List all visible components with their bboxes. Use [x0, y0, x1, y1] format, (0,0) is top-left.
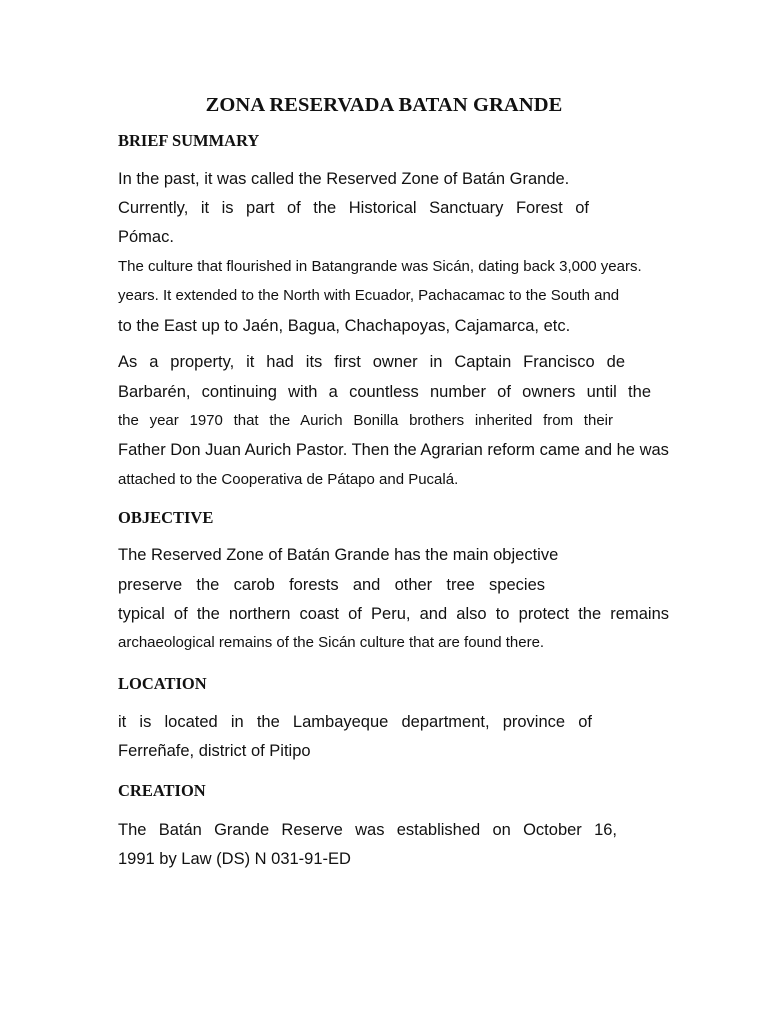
- summary-line-6: to the East up to Jaén, Bagua, Chachapoyas, Cajamarca, etc.: [118, 317, 571, 335]
- summary-line-1: In the past, it was called the Reserved Zone of Batán Grande.: [118, 170, 570, 188]
- heading-creation: CREATION: [118, 781, 206, 800]
- location-line-1: it is located in the Lambayeque department, province of: [118, 713, 592, 731]
- summary-line-7: As a property, it had its first owner in Captain Francisco de: [118, 353, 625, 371]
- creation-line-2: 1991 by Law (DS) N 031-91-ED: [118, 850, 351, 868]
- heading-location: LOCATION: [118, 674, 207, 693]
- summary-line-3: Pómac.: [118, 228, 174, 246]
- summary-line-5: years. It extended to the North with Ecuador, Pachacamac to the South and: [118, 287, 620, 304]
- objective-line-3: typical of the northern coast of Peru, and also to protect the remains: [118, 605, 669, 623]
- summary-line-11: attached to the Cooperativa de Pátapo and Pucalá.: [118, 471, 459, 488]
- summary-line-10: Father Don Juan Aurich Pastor. Then the Agrarian reform came and he was: [118, 441, 669, 459]
- summary-line-9: the year 1970 that the Aurich Bonilla brothers inherited from their: [118, 412, 613, 429]
- creation-line-1: The Batán Grande Reserve was established on October 16,: [118, 821, 617, 839]
- objective-line-2: preserve the carob forests and other tree species: [118, 576, 545, 594]
- summary-line-2: Currently, it is part of the Historical Sanctuary Forest of: [118, 199, 589, 217]
- heading-objective: OBJECTIVE: [118, 508, 214, 527]
- document-title: ZONA RESERVADA BATAN GRANDE: [205, 94, 563, 116]
- summary-line-4: The culture that flourished in Batangrande was Sicán, dating back 3,000 years.: [118, 258, 642, 275]
- heading-brief-summary: BRIEF SUMMARY: [118, 131, 260, 150]
- objective-line-1: The Reserved Zone of Batán Grande has the main objective: [118, 546, 559, 564]
- objective-line-4: archaeological remains of the Sicán culture that are found there.: [118, 634, 545, 651]
- summary-line-8: Barbarén, continuing with a countless number of owners until the: [118, 383, 651, 401]
- location-line-2: Ferreñafe, district of Pitipo: [118, 742, 311, 760]
